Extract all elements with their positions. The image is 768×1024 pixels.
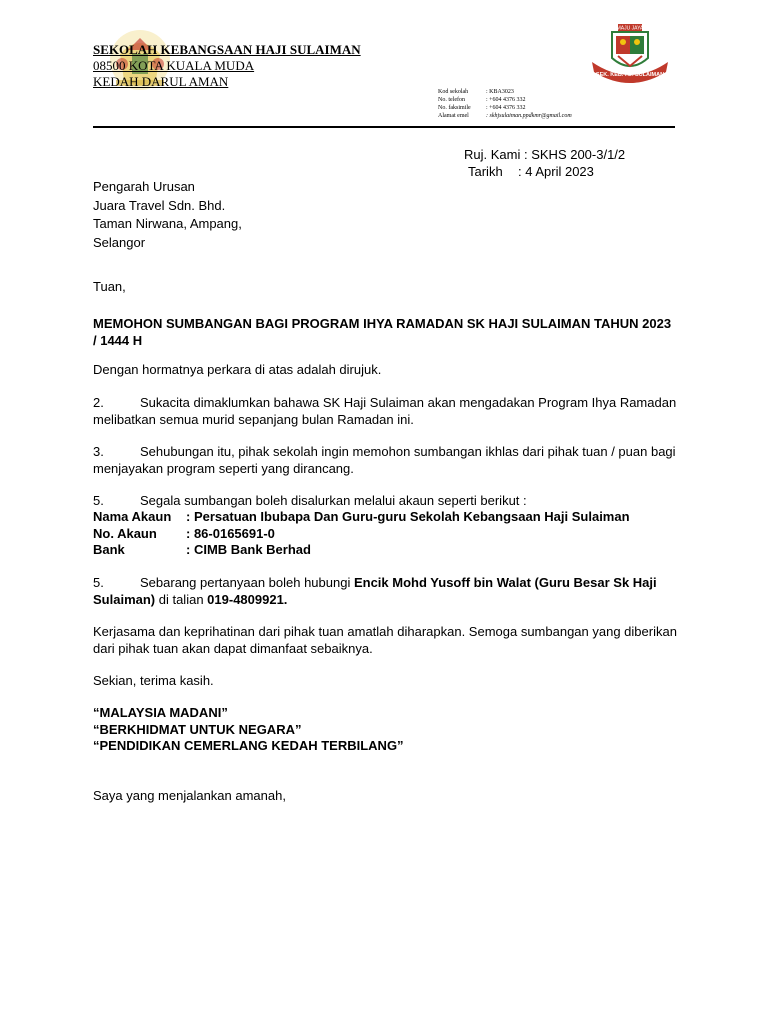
paragraph-5-contact: 5. Sebarang pertanyaan boleh hubungi Encik Mohd Yusoff bin Walat (Guru Besar Sk Haji Sulaiman) di talian 019-4809921. <box>93 575 657 607</box>
school-address-line1: 08500 KOTA KUALA MUDA <box>93 58 255 73</box>
salutation: Tuan, <box>93 279 126 294</box>
badge-banner-text: SEK. KEB. HJ. SULAIMAN <box>595 72 665 78</box>
header-divider <box>93 126 675 128</box>
school-address-line2: KEDAH DARUL AMAN <box>93 74 229 89</box>
account-row: Bank : CIMB Bank Berhad <box>93 542 311 557</box>
badge-motto-text: MAJU JAYA <box>616 25 644 32</box>
slogans: “MALAYSIA MADANI” “BERKHIDMAT UNTUK NEGARA” “PENDIDIKAN CEMERLANG KEDAH TERBILANG” <box>93 705 404 753</box>
contact-row: No. faksimile : +604 4376 332 <box>438 105 526 111</box>
paragraph-5-account: 5. Segala sumbangan boleh disalurkan melalui akaun seperti berikut : <box>93 493 527 508</box>
tarikh-label: Tarikh <box>468 163 503 179</box>
reference-block <box>464 147 625 180</box>
ruj-label: Ruj. Kami <box>464 147 521 162</box>
school-name: SEKOLAH KEBANGSAAN HAJI SULAIMAN <box>93 42 361 57</box>
subject-line: MEMOHON SUMBANGAN BAGI PROGRAM IHYA RAMADAN SK HAJI SULAIMAN TAHUN 2023 / 1444 H <box>93 316 672 348</box>
ruj-value: : SKHS 200-3/1/2 <box>523 147 626 162</box>
contact-person: Encik Mohd Yusoff bin Walat (Guru Besar Sk Haji Sulaiman) <box>93 575 657 607</box>
paragraph-3: 3. Sehubungan itu, pihak sekolah ingin memohon sumbangan ikhlas dari pihak tuan / puan bagi menjayakan program seperti yang dirancang. <box>93 444 676 476</box>
thanks-line: Sekian, terima kasih. <box>93 673 214 688</box>
account-row: Nama Akaun : Persatuan Ibubapa Dan Guru-guru Sekolah Kebangsaan Haji Sulaiman <box>93 509 630 524</box>
account-details <box>93 509 630 559</box>
contact-row: Alamat emel : skhjsulaiman.ppdkmr@gmail.com <box>438 113 572 119</box>
closing-paragraph: Kerjasama dan keprihatinan dari pihak tuan amatlah diharapkan. Semoga sumbangan yang diberikan dari pihak tuan akan dapat dimanfaat sebaiknya. <box>93 624 677 656</box>
contact-phone: 019-4809921. <box>207 591 288 607</box>
recipient-address: Pengarah Urusan Juara Travel Sdn. Bhd. Taman Nirwana, Ampang, Selangor <box>93 179 242 250</box>
opening-line: Dengan hormatnya perkara di atas adalah dirujuk. <box>93 362 382 377</box>
account-row: No. Akaun : 86-0165691-0 <box>93 525 275 541</box>
signoff-line: Saya yang menjalankan amanah, <box>93 788 286 803</box>
contact-row: Kod sekolah : KBA3023 <box>438 89 514 95</box>
contact-row: No. telefon : +604 4376 332 <box>438 97 526 103</box>
tarikh-value: : 4 April 2023 <box>518 163 594 179</box>
school-contact-block <box>438 88 572 120</box>
school-badge-logo <box>588 22 672 84</box>
paragraph-2: 2. Sukacita dimaklumkan bahawa SK Haji Sulaiman akan mengadakan Program Ihya Ramadan melibatkan semua murid sepanjang bulan Ramadan ini. <box>93 395 677 427</box>
